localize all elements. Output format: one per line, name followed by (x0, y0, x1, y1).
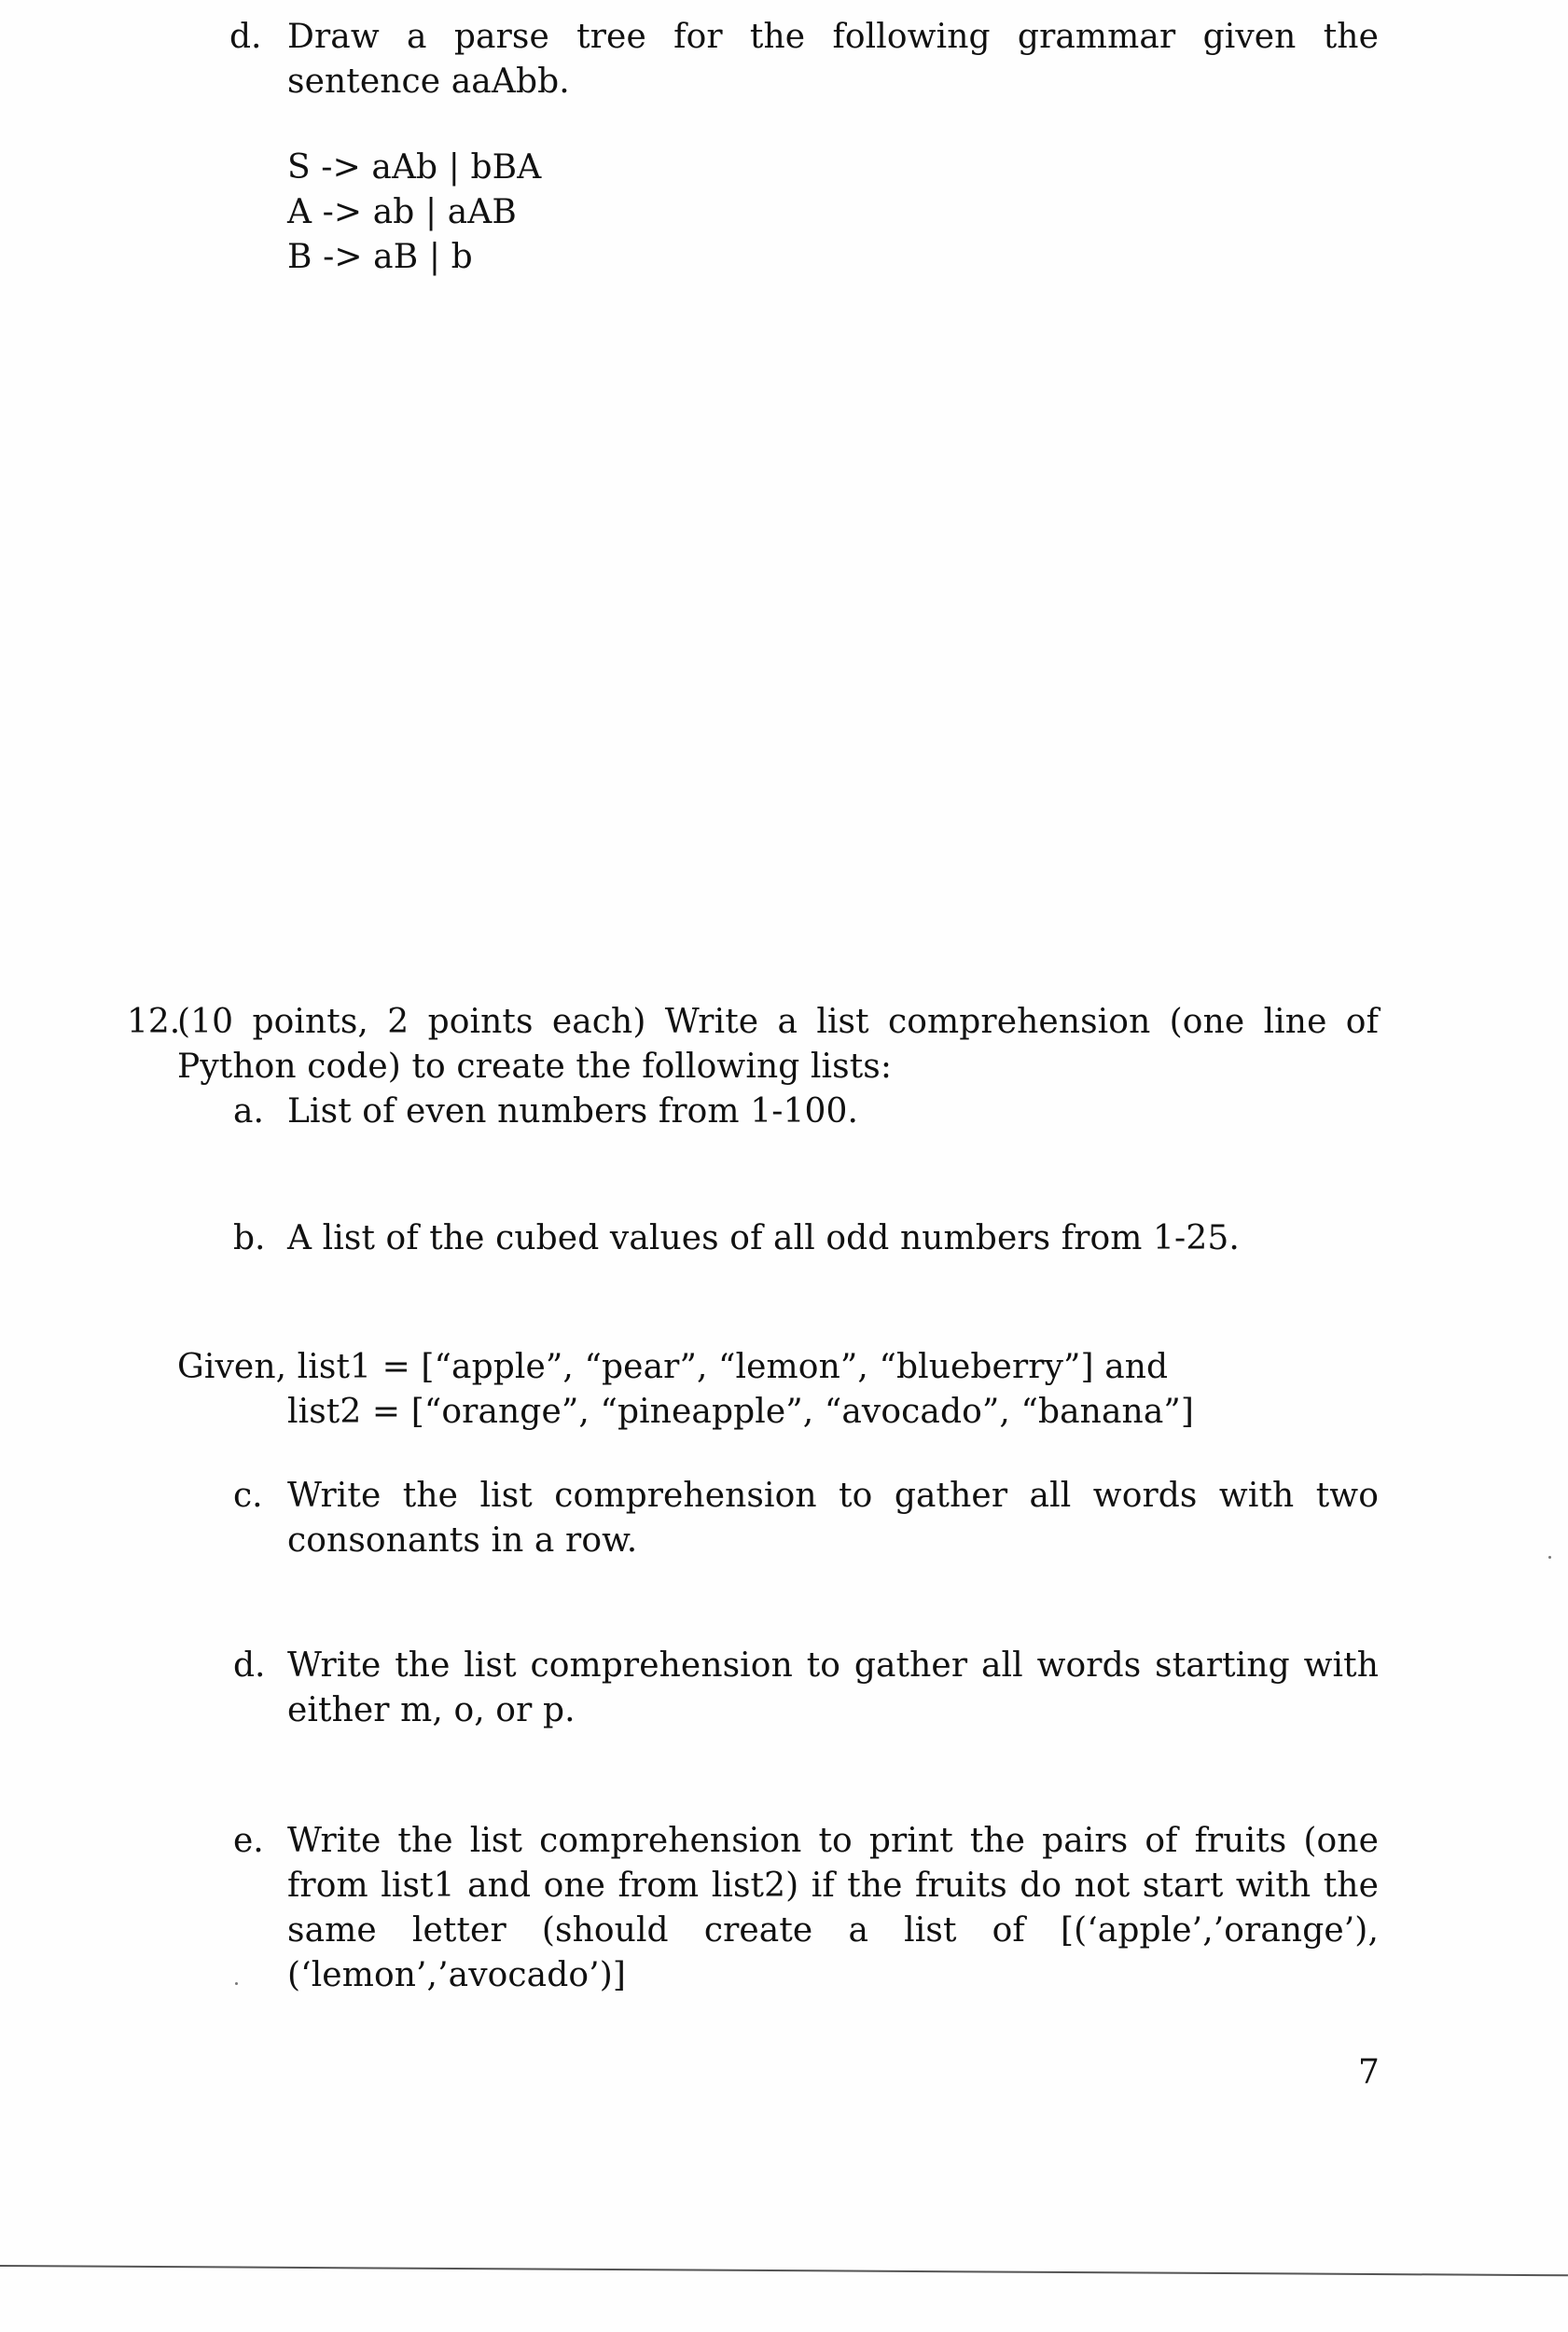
given-list2: list2 = [“orange”, “pineapple”, “avocado”, “banana”] (287, 1393, 1195, 1431)
q12b-text: A list of the cubed values of all odd numbers from 1-25. (287, 1219, 1240, 1257)
q12d-text: Write the list comprehension to gather all words starting with either m, o, or p. (287, 1646, 1379, 1729)
q12e-text: Write the list comprehension to print the pairs of fruits (one from list1 and one from list2) if the fruits do not start with the same letter (should create a list of [(‘apple’,’orange’),(‘lemon’,’avocado’)] (287, 1822, 1379, 1994)
q12c-text: Write the list comprehension to gather all words with two consonants in a row. (287, 1477, 1379, 1560)
q12d-label: d. (233, 1646, 266, 1685)
scan-speck (1548, 1556, 1551, 1559)
q11d-label: d. (229, 18, 262, 56)
q12e-label: e. (233, 1822, 264, 1860)
q12b-label: b. (233, 1219, 266, 1257)
grammar-rules (287, 146, 940, 280)
scan-speck (235, 1982, 238, 1985)
page-number: 7 (1358, 2053, 1380, 2091)
grammar-rule-s: S -> aAb | bBA (287, 148, 542, 187)
q12a-label: a. (233, 1092, 264, 1131)
q11d-prompt: Draw a parse tree for the following grammar given the sentence aaAbb. (287, 18, 1379, 101)
given-list1: Given, list1 = [“apple”, “pear”, “lemon”, “blueberry”] and (177, 1348, 1169, 1386)
q12-intro: (10 points, 2 points each) Write a list comprehension (one line of Python code) to create the following lists: (177, 1003, 1379, 1086)
q12-number: 12. (127, 1003, 181, 1041)
scan-edge-line (0, 2265, 1568, 2276)
grammar-rule-a: A -> ab | aAB (287, 193, 517, 231)
q12c-label: c. (233, 1477, 263, 1515)
q12a-text: List of even numbers from 1-100. (287, 1092, 859, 1131)
grammar-rule-b: B -> aB | b (287, 238, 473, 276)
